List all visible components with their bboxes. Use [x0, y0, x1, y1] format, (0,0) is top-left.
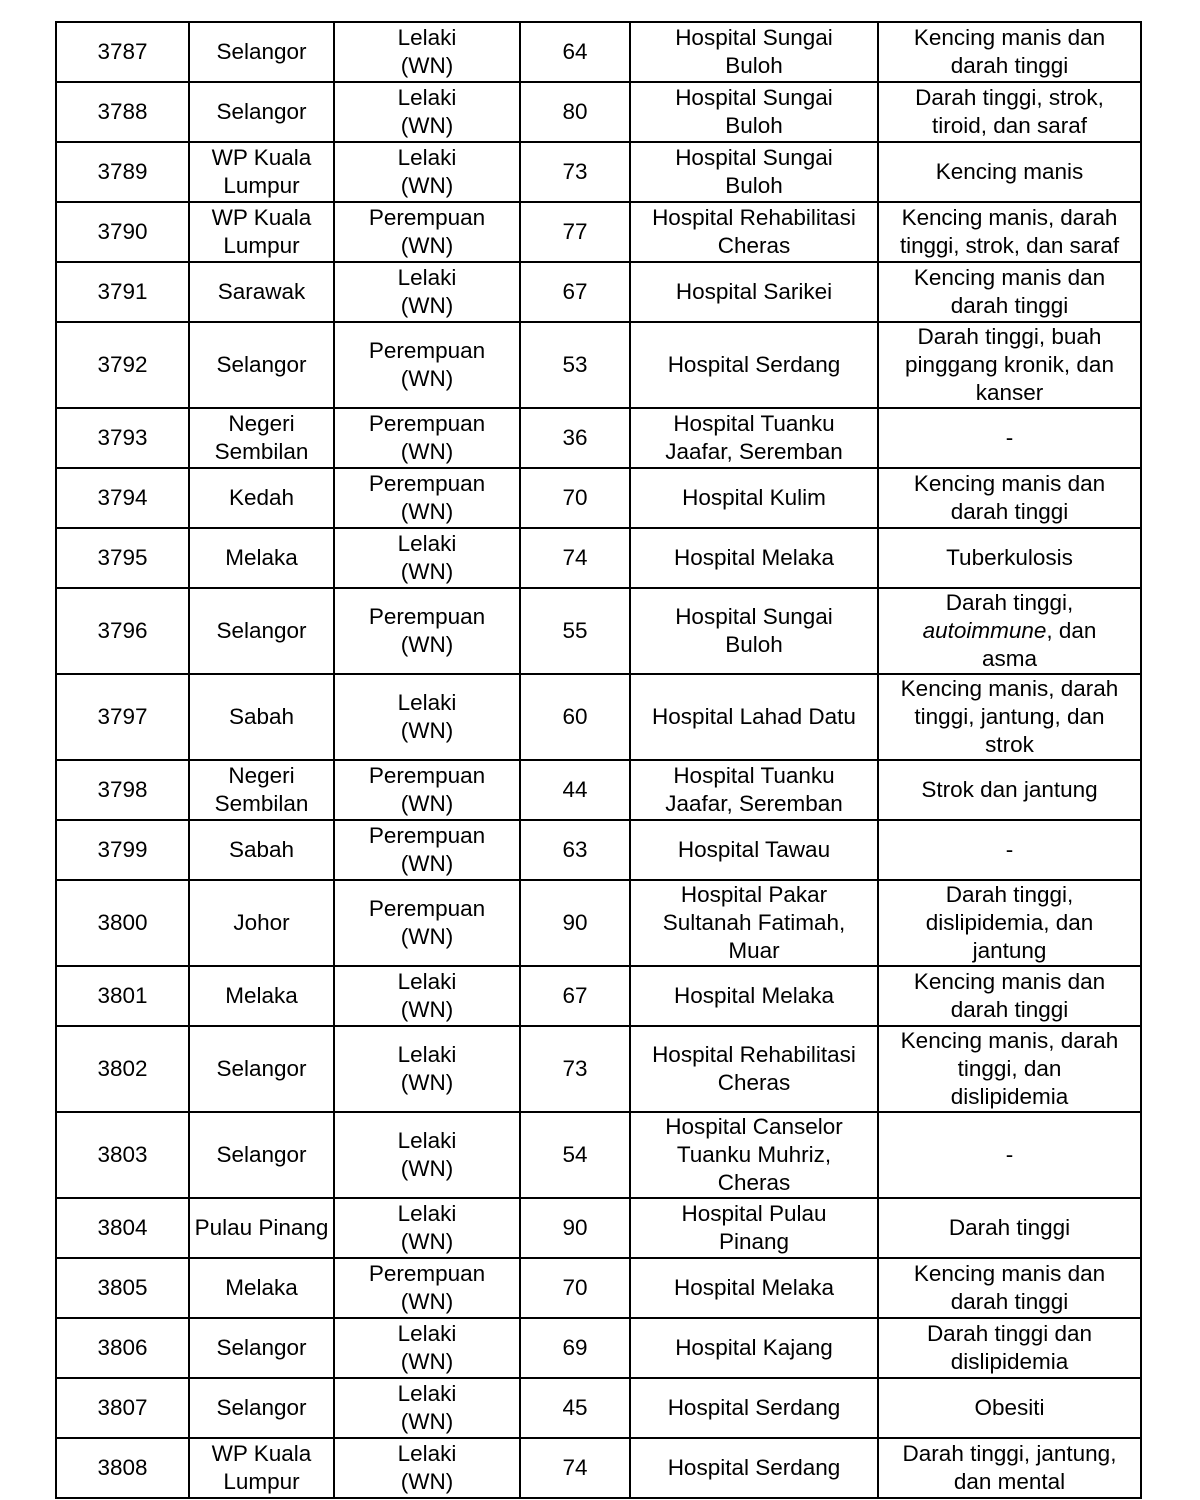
- hospital-cell: [630, 880, 878, 966]
- cell-line: Darah tinggi dan: [926, 1321, 1093, 1346]
- age-cell: 70: [520, 1258, 630, 1318]
- table-row: [56, 82, 1141, 142]
- table-row: [56, 528, 1141, 588]
- cell-line: Kencing manis: [935, 159, 1084, 184]
- cell-line: Buloh: [725, 632, 783, 657]
- gender-label: Lelaki: [397, 1042, 457, 1067]
- case-number-cell: 3797: [56, 674, 189, 760]
- cell-line: Hospital Pulau: [681, 1201, 827, 1226]
- citizenship-label: (WN): [400, 791, 454, 816]
- gender-label: Lelaki: [397, 145, 457, 170]
- state-cell: Kedah: [189, 468, 334, 528]
- age-cell: 73: [520, 142, 630, 202]
- age-cell: 90: [520, 880, 630, 966]
- gender-cell: [334, 22, 520, 82]
- gender-label: Lelaki: [397, 531, 457, 556]
- cell-line: asma: [981, 646, 1038, 671]
- hospital-cell: [630, 408, 878, 468]
- cell-line: Buloh: [725, 113, 783, 138]
- comorbidity-cell: [878, 1378, 1141, 1438]
- table-row: [56, 820, 1141, 880]
- comorbidity-cell: [878, 408, 1141, 468]
- age-cell: 64: [520, 22, 630, 82]
- cell-line: Kencing manis dan: [913, 471, 1106, 496]
- cell-line: Darah tinggi, buah: [917, 324, 1102, 349]
- cell-line: Kencing manis dan: [913, 1261, 1106, 1286]
- cell-line: Kencing manis, darah: [901, 205, 1118, 230]
- comorbidity-cell: [878, 262, 1141, 322]
- cell-line: dislipidemia, dan: [925, 910, 1094, 935]
- comorbidity-cell: [878, 1258, 1141, 1318]
- cell-line: Muar: [728, 938, 780, 963]
- table-row: [56, 22, 1141, 82]
- comorbidity-cell: [878, 202, 1141, 262]
- comorbidity-cell: [878, 142, 1141, 202]
- cell-line: Darah tinggi, jantung,: [902, 1441, 1117, 1466]
- gender-cell: [334, 262, 520, 322]
- comorbidity-cell: [878, 1112, 1141, 1198]
- age-cell: 54: [520, 1112, 630, 1198]
- citizenship-label: (WN): [400, 1070, 454, 1095]
- case-number-cell: 3804: [56, 1198, 189, 1258]
- age-cell: 67: [520, 966, 630, 1026]
- cell-line: -: [1005, 837, 1014, 862]
- citizenship-label: (WN): [400, 1409, 454, 1434]
- state-cell: Melaka: [189, 1258, 334, 1318]
- age-cell: 45: [520, 1378, 630, 1438]
- citizenship-label: (WN): [400, 1289, 454, 1314]
- case-number-cell: 3805: [56, 1258, 189, 1318]
- hospital-cell: [630, 674, 878, 760]
- case-number-cell: 3801: [56, 966, 189, 1026]
- age-cell: 74: [520, 1438, 630, 1498]
- case-number-cell: 3802: [56, 1026, 189, 1112]
- age-cell: 63: [520, 820, 630, 880]
- cell-line: Hospital Melaka: [673, 983, 835, 1008]
- gender-cell: [334, 820, 520, 880]
- gender-cell: [334, 82, 520, 142]
- case-table: [55, 21, 1142, 1499]
- age-cell: 77: [520, 202, 630, 262]
- state-cell: Sabah: [189, 674, 334, 760]
- gender-cell: [334, 322, 520, 408]
- state-cell: Selangor: [189, 1112, 334, 1198]
- table-row: [56, 202, 1141, 262]
- case-number-cell: 3798: [56, 760, 189, 820]
- citizenship-label: (WN): [400, 632, 454, 657]
- cell-line: Kencing manis dan: [913, 969, 1106, 994]
- cell-line: tinggi, jantung, dan: [914, 704, 1105, 729]
- cell-line: Kencing manis, darah: [900, 676, 1119, 701]
- cell-line: autoimmune, dan: [922, 618, 1097, 643]
- state-cell: Negeri Sembilan: [189, 760, 334, 820]
- case-number-cell: 3791: [56, 262, 189, 322]
- cell-line: Kencing manis dan: [913, 25, 1106, 50]
- citizenship-label: (WN): [400, 1156, 454, 1181]
- cell-line: Hospital Tawau: [677, 837, 831, 862]
- case-number-cell: 3803: [56, 1112, 189, 1198]
- cell-line: Hospital Tuanku: [673, 763, 835, 788]
- cell-line: Darah tinggi, strok,: [915, 85, 1104, 110]
- age-cell: 60: [520, 674, 630, 760]
- cell-line: dislipidemia: [950, 1084, 1069, 1109]
- citizenship-label: (WN): [400, 1469, 454, 1494]
- case-number-cell: 3800: [56, 880, 189, 966]
- case-number-cell: 3788: [56, 82, 189, 142]
- age-cell: 55: [520, 588, 630, 674]
- cell-line: Hospital Kulim: [682, 485, 826, 510]
- table-row: [56, 408, 1141, 468]
- case-number-cell: 3794: [56, 468, 189, 528]
- italic-term: autoimmune: [922, 618, 1047, 643]
- state-cell: Johor: [189, 880, 334, 966]
- hospital-cell: [630, 202, 878, 262]
- cell-line: Darah tinggi: [948, 1215, 1071, 1240]
- case-number-cell: 3793: [56, 408, 189, 468]
- case-number-cell: 3799: [56, 820, 189, 880]
- table-row: [56, 1026, 1141, 1112]
- cell-line: strok: [985, 732, 1034, 757]
- table-row: [56, 1438, 1141, 1498]
- cell-line: darah tinggi: [950, 997, 1069, 1022]
- case-number-cell: 3795: [56, 528, 189, 588]
- cell-line: Hospital Serdang: [667, 352, 841, 377]
- state-cell: Selangor: [189, 1026, 334, 1112]
- hospital-cell: [630, 1026, 878, 1112]
- age-cell: 73: [520, 1026, 630, 1112]
- gender-label: Lelaki: [397, 85, 457, 110]
- cell-line: Kencing manis, darah: [900, 1028, 1119, 1053]
- cell-line: Tuanku Muhriz,: [676, 1142, 832, 1167]
- hospital-cell: [630, 262, 878, 322]
- comorbidity-cell: [878, 82, 1141, 142]
- cell-line: -: [1005, 425, 1014, 450]
- table-row: [56, 966, 1141, 1026]
- gender-label: Perempuan: [368, 338, 486, 363]
- comorbidity-cell: [878, 1026, 1141, 1112]
- state-cell: Sabah: [189, 820, 334, 880]
- gender-cell: [334, 528, 520, 588]
- hospital-cell: [630, 82, 878, 142]
- cell-line: Hospital Lahad Datu: [652, 704, 856, 729]
- hospital-cell: [630, 820, 878, 880]
- case-number-cell: 3789: [56, 142, 189, 202]
- cell-line: Hospital Kajang: [675, 1335, 833, 1360]
- citizenship-label: (WN): [400, 1349, 454, 1374]
- state-cell: Selangor: [189, 22, 334, 82]
- cell-line: tinggi, dan: [957, 1056, 1062, 1081]
- age-cell: 74: [520, 528, 630, 588]
- cell-line: darah tinggi: [950, 53, 1069, 78]
- cell-line: Darah tinggi,: [945, 590, 1074, 615]
- hospital-cell: [630, 1258, 878, 1318]
- age-cell: 69: [520, 1318, 630, 1378]
- state-cell: WP Kuala Lumpur: [189, 1438, 334, 1498]
- cell-line: Cheras: [717, 1070, 791, 1095]
- gender-cell: [334, 966, 520, 1026]
- table-row: [56, 1112, 1141, 1198]
- cell-line: tinggi, strok, dan saraf: [900, 233, 1119, 258]
- cell-line: Darah tinggi,: [945, 882, 1074, 907]
- citizenship-label: (WN): [400, 718, 454, 743]
- age-cell: 80: [520, 82, 630, 142]
- gender-label: Perempuan: [368, 763, 486, 788]
- gender-cell: [334, 1378, 520, 1438]
- cell-line: Hospital Rehabilitasi: [652, 1042, 856, 1067]
- gender-cell: [334, 1438, 520, 1498]
- cell-line: Kencing manis dan: [913, 265, 1106, 290]
- age-cell: 90: [520, 1198, 630, 1258]
- gender-cell: [334, 674, 520, 760]
- gender-cell: [334, 468, 520, 528]
- age-cell: 36: [520, 408, 630, 468]
- cell-line: Hospital Serdang: [667, 1395, 841, 1420]
- citizenship-label: (WN): [400, 173, 454, 198]
- gender-label: Lelaki: [397, 1381, 457, 1406]
- hospital-cell: [630, 142, 878, 202]
- hospital-cell: [630, 588, 878, 674]
- citizenship-label: (WN): [400, 113, 454, 138]
- cell-line: Hospital Sungai: [675, 85, 833, 110]
- gender-cell: [334, 142, 520, 202]
- cell-line: Hospital Melaka: [673, 545, 835, 570]
- cell-line: Cheras: [717, 1170, 791, 1195]
- cell-line: Hospital Sarikei: [675, 279, 833, 304]
- gender-cell: [334, 1112, 520, 1198]
- hospital-cell: [630, 1318, 878, 1378]
- age-cell: 44: [520, 760, 630, 820]
- citizenship-label: (WN): [400, 924, 454, 949]
- hospital-cell: [630, 1198, 878, 1258]
- table-row: [56, 468, 1141, 528]
- hospital-cell: [630, 468, 878, 528]
- cell-line: tiroid, dan saraf: [931, 113, 1088, 138]
- cell-line: Hospital Pakar: [680, 882, 828, 907]
- citizenship-label: (WN): [400, 233, 454, 258]
- comorbidity-cell: [878, 1318, 1141, 1378]
- state-cell: Sarawak: [189, 262, 334, 322]
- gender-label: Perempuan: [368, 823, 486, 848]
- gender-label: Perempuan: [368, 471, 486, 496]
- case-number-cell: 3806: [56, 1318, 189, 1378]
- cell-line: -: [1005, 1142, 1014, 1167]
- comorbidity-cell: [878, 880, 1141, 966]
- gender-cell: [334, 588, 520, 674]
- table-row: [56, 1258, 1141, 1318]
- cell-line: Buloh: [725, 53, 783, 78]
- gender-cell: [334, 408, 520, 468]
- table-row: [56, 588, 1141, 674]
- cell-line: Hospital Serdang: [667, 1455, 841, 1480]
- citizenship-label: (WN): [400, 1229, 454, 1254]
- hospital-cell: [630, 1112, 878, 1198]
- cell-line: Buloh: [725, 173, 783, 198]
- comorbidity-cell: [878, 1198, 1141, 1258]
- state-cell: WP Kuala Lumpur: [189, 142, 334, 202]
- comorbidity-cell: [878, 820, 1141, 880]
- case-table-body: [56, 22, 1141, 1498]
- cell-line: darah tinggi: [950, 293, 1069, 318]
- case-number-cell: 3787: [56, 22, 189, 82]
- state-cell: WP Kuala Lumpur: [189, 202, 334, 262]
- cell-line: Hospital Melaka: [673, 1275, 835, 1300]
- citizenship-label: (WN): [400, 559, 454, 584]
- comorbidity-cell: [878, 468, 1141, 528]
- table-row: [56, 1378, 1141, 1438]
- hospital-cell: [630, 966, 878, 1026]
- gender-label: Lelaki: [397, 1441, 457, 1466]
- cell-line: Jaafar, Seremban: [665, 439, 843, 464]
- state-cell: Selangor: [189, 1318, 334, 1378]
- gender-label: Lelaki: [397, 690, 457, 715]
- hospital-cell: [630, 760, 878, 820]
- cell-line: Sultanah Fatimah,: [662, 910, 846, 935]
- table-row: [56, 262, 1141, 322]
- cell-line: darah tinggi: [950, 1289, 1069, 1314]
- comorbidity-cell: [878, 22, 1141, 82]
- state-cell: Melaka: [189, 528, 334, 588]
- comorbidity-cell: [878, 322, 1141, 408]
- comorbidity-cell: [878, 528, 1141, 588]
- cell-line: Pinang: [718, 1229, 790, 1254]
- gender-label: Lelaki: [397, 1321, 457, 1346]
- table-row: [56, 674, 1141, 760]
- state-cell: Melaka: [189, 966, 334, 1026]
- citizenship-label: (WN): [400, 499, 454, 524]
- cell-line: kanser: [975, 380, 1044, 405]
- gender-label: Lelaki: [397, 25, 457, 50]
- state-cell: Selangor: [189, 1378, 334, 1438]
- cell-line: dan mental: [953, 1469, 1066, 1494]
- case-number-cell: 3807: [56, 1378, 189, 1438]
- gender-cell: [334, 202, 520, 262]
- age-cell: 53: [520, 322, 630, 408]
- table-row: [56, 880, 1141, 966]
- gender-cell: [334, 1026, 520, 1112]
- table-row: [56, 142, 1141, 202]
- hospital-cell: [630, 1378, 878, 1438]
- case-number-cell: 3796: [56, 588, 189, 674]
- citizenship-label: (WN): [400, 366, 454, 391]
- hospital-cell: [630, 322, 878, 408]
- hospital-cell: [630, 22, 878, 82]
- cell-line: Hospital Sungai: [675, 604, 833, 629]
- hospital-cell: [630, 1438, 878, 1498]
- age-cell: 67: [520, 262, 630, 322]
- cell-line: darah tinggi: [950, 499, 1069, 524]
- citizenship-label: (WN): [400, 851, 454, 876]
- table-row: [56, 760, 1141, 820]
- case-number-cell: 3790: [56, 202, 189, 262]
- age-cell: 70: [520, 468, 630, 528]
- cell-line: Hospital Sungai: [675, 145, 833, 170]
- gender-label: Perempuan: [368, 896, 486, 921]
- cell-line: Jaafar, Seremban: [665, 791, 843, 816]
- citizenship-label: (WN): [400, 53, 454, 78]
- gender-cell: [334, 1258, 520, 1318]
- gender-label: Lelaki: [397, 265, 457, 290]
- gender-label: Perempuan: [368, 205, 486, 230]
- state-cell: Pulau Pinang: [189, 1198, 334, 1258]
- table-row: [56, 322, 1141, 408]
- cell-line: Strok dan jantung: [921, 777, 1098, 802]
- case-number-cell: 3808: [56, 1438, 189, 1498]
- state-cell: Selangor: [189, 588, 334, 674]
- cell-line: dislipidemia: [950, 1349, 1069, 1374]
- comorbidity-cell: [878, 966, 1141, 1026]
- cell-line: jantung: [972, 938, 1047, 963]
- cell-line: Hospital Sungai: [675, 25, 833, 50]
- gender-cell: [334, 1318, 520, 1378]
- state-cell: Selangor: [189, 82, 334, 142]
- gender-cell: [334, 760, 520, 820]
- gender-label: Perempuan: [368, 1261, 486, 1286]
- cell-line: Cheras: [717, 233, 791, 258]
- citizenship-label: (WN): [400, 293, 454, 318]
- cell-line: Hospital Rehabilitasi: [652, 205, 856, 230]
- gender-cell: [334, 1198, 520, 1258]
- gender-label: Lelaki: [397, 1201, 457, 1226]
- gender-label: Lelaki: [397, 969, 457, 994]
- cell-line: Obesiti: [974, 1395, 1045, 1420]
- comorbidity-cell: [878, 1438, 1141, 1498]
- cell-line: Tuberkulosis: [946, 545, 1073, 570]
- gender-label: Lelaki: [397, 1128, 457, 1153]
- state-cell: Selangor: [189, 322, 334, 408]
- cell-line: Hospital Canselor: [665, 1114, 843, 1139]
- comorbidity-cell: [878, 674, 1141, 760]
- cell-line: pinggang kronik, dan: [905, 352, 1114, 377]
- comorbidity-cell: [878, 760, 1141, 820]
- comorbidity-cell: [878, 588, 1141, 674]
- gender-label: Perempuan: [368, 604, 486, 629]
- table-row: [56, 1318, 1141, 1378]
- gender-cell: [334, 880, 520, 966]
- case-number-cell: 3792: [56, 322, 189, 408]
- table-row: [56, 1198, 1141, 1258]
- citizenship-label: (WN): [400, 439, 454, 464]
- hospital-cell: [630, 528, 878, 588]
- cell-line: Hospital Tuanku: [673, 411, 835, 436]
- gender-label: Perempuan: [368, 411, 486, 436]
- citizenship-label: (WN): [400, 997, 454, 1022]
- state-cell: Negeri Sembilan: [189, 408, 334, 468]
